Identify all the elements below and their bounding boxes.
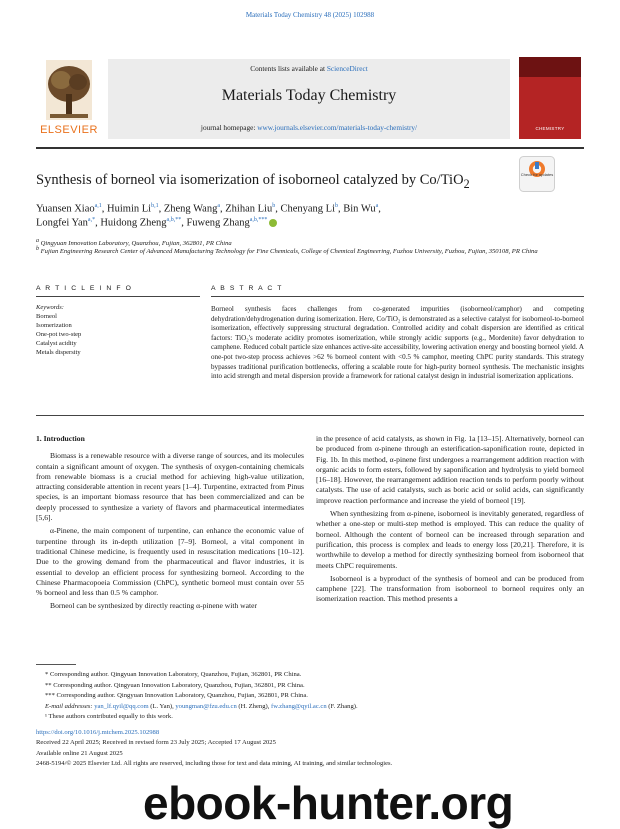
publication-info bbox=[36, 728, 584, 770]
affil-marker: b bbox=[36, 246, 39, 252]
contents-prefix: Contents lists available at bbox=[250, 64, 327, 73]
author-name[interactable]: Huimin Li bbox=[107, 203, 152, 215]
article-info-heading: A R T I C L E I N F O bbox=[36, 285, 133, 292]
author-name[interactable]: Zhihan Liu bbox=[225, 203, 273, 215]
body-paragraph: Isoborneol is a byproduct of the synthesis of borneol and can be produced from camphene [22]. The transformation from isoborneol to borneol requires only an isomerization reaction. This method presents a bbox=[316, 573, 584, 604]
body-paragraph: α-Pinene, the main component of turpentine, can enhance the economic value of turpentine through its in-depth utilization [7–9]. Borneol, a vital component in traditional Chinese medicine, is frequently used in resuscitation medications [10–12]. Due to the growing demand from the pharmaceutical and flavor industries, it is essential to develop an efficient process for synthesizing borneol. According to the Chinese Pharmacopoeia Commission (ChPC), synthetic borneol must contain over 55 % borneol and less than 0.5 % camphor. bbox=[36, 526, 304, 598]
footnote-equal-contribution: ¹ These authors contributed equally to this work. bbox=[45, 713, 173, 721]
email-link[interactable]: fw.zhang@qyil.ac.cn bbox=[271, 702, 327, 710]
abstract-text: Borneol synthesis faces challenges from co-generated impurities (isobornеol/camphor) and competing dehydration/dehydrogenation during isomerization. Here, Co/TiO₂ is demonstrated as a selective catalyst for isoborneol-to-borneol isomerization, effectively suppressing structural degradation. Controlled acidity and cobalt dispersion are identified as critical factors: TiO₂'s moderate acidity promotes isomerization, while strongly acidic supports (e.g., Mordenite) favor dehydration to camphene. Reduced cobalt particle size enhances active-site accessibility, lowering activation energy and boosting borneol yield. A one-pot two-step process achieves >62 % borneol content with <0.5 % camphor, meeting ChPC purity standards. This strategy bypasses traditional purification bottlenecks, offering a scalable route for high-purity borneol synthesis. The mechanistic insights into acid strength and metal dispersion provide a framework for rational catalyst design in industrial isomerization applications. bbox=[211, 305, 584, 381]
author-separator: , bbox=[275, 203, 281, 215]
watermark: ebook-hunter.org bbox=[143, 777, 514, 829]
author-name[interactable]: Bin Wu bbox=[343, 203, 376, 215]
body-paragraph: Biomass is a renewable resource with a diverse range of sources, and its molecules contain a significant amount of oxygen. The synthesis of oxygen-containing chemicals from renewable biomass is a crucial method for achieving high-value utilization, attracting considerable attention in recent years [1–4]. Turpentine, extracted from Pinus species, is an important biomass resource that has been commercialized and can be deeply processed to synthesize a variety of flavors and pharmaceutical intermediates [5,6]. bbox=[36, 451, 304, 523]
keyword-item: Borneol bbox=[36, 313, 57, 320]
available-online: Available online 21 August 2025 bbox=[36, 749, 123, 757]
journal-cover-thumbnail[interactable] bbox=[519, 57, 581, 139]
author-affil-sup[interactable]: a bbox=[375, 203, 379, 209]
author-name[interactable]: Fuwеng Zhang bbox=[186, 217, 250, 229]
author-affil-sup[interactable]: a,* bbox=[87, 217, 96, 223]
author-separator: , bbox=[181, 217, 187, 229]
homepage-line bbox=[108, 123, 510, 132]
journal-reference[interactable]: Materials Today Chemistry 48 (2025) 102988 bbox=[245, 11, 375, 19]
affiliation-text: Qingyuan Innovation Laboratory, Quanzhou, Fujian, 362801, PR China bbox=[40, 240, 232, 248]
author-separator: , bbox=[220, 203, 226, 215]
header-divider bbox=[36, 147, 584, 149]
author-affil-sup[interactable]: b bbox=[335, 203, 338, 209]
keyword-item: Metals dispersity bbox=[36, 349, 81, 356]
doi-link[interactable]: https://doi.org/10.1016/j.mtchem.2025.102988 bbox=[36, 729, 160, 736]
email-owner: (H. Zheng), bbox=[236, 702, 271, 710]
title-text: Synthesis of borneol via isomerization of isoborneol catalyzed by Co/TiO bbox=[36, 172, 464, 188]
body-paragraph: in the presence of acid catalysts, as shown in Fig. 1a [13–15]. Alternatively, borneol can be produced from α-pinene through an esterification-saponification route, depicted in Fig. 1b. In this method, α-pinene first undergoes a rearrangement addition reaction with organic acids to form esters, followed by saponification and hydrolysis to yield borneol [16–18]. However, the rearrangement addition reaction tends to perform poorly without catalysts. The use of acid catalysts, such as boric acid or solid acids, can significantly improve reaction performance and increase the yield of borneol [19]. bbox=[316, 434, 584, 505]
keywords-label: Keywords: bbox=[36, 304, 64, 311]
abstract-divider bbox=[211, 296, 584, 297]
author-affil-sup[interactable]: b bbox=[272, 203, 276, 209]
author-affil-sup[interactable]: a,b,** bbox=[166, 217, 182, 223]
email-addresses bbox=[36, 702, 584, 713]
body-column-right bbox=[316, 434, 584, 605]
footnote-corresponding: * Corresponding author. Qingyuan Innovation Laboratory, Quanzhou, Fujian, 362801, PR China. bbox=[45, 671, 302, 678]
affil-marker: a bbox=[36, 238, 39, 244]
elsevier-wordmark: ELSEVIER bbox=[40, 124, 98, 136]
email-link[interactable]: yan_lf.qyil@qq.com bbox=[94, 702, 149, 710]
journal-name: Materials Today Chemistry bbox=[221, 87, 397, 104]
email-owner: (L. Yan), bbox=[148, 702, 176, 710]
author-affil-sup[interactable]: a bbox=[217, 203, 221, 209]
email-label: E-mail addresses: bbox=[45, 702, 95, 710]
keyword-item: Catalyst acidity bbox=[36, 340, 77, 347]
article-info-divider bbox=[36, 296, 200, 297]
author-affil-sup[interactable]: a,1 bbox=[94, 203, 102, 209]
email-link[interactable]: youngman@fzu.edu.cn bbox=[175, 702, 237, 710]
sciencedirect-link[interactable]: ScienceDirect bbox=[326, 64, 368, 73]
section-heading-introduction: 1. Introduction bbox=[36, 434, 85, 443]
keywords-block bbox=[36, 303, 200, 357]
author-separator: , bbox=[101, 203, 108, 215]
author-separator: , bbox=[378, 203, 381, 215]
title-subscript: 2 bbox=[463, 176, 470, 191]
body-paragraph: Borneol can be synthesized by directly reacting α-pinene with water bbox=[50, 601, 258, 611]
copyright-notice: 2468-5194/© 2025 Elsevier Ltd. All rights are reserved, including those for text and data mining, AI training, and similar technologies. bbox=[36, 760, 393, 768]
affiliation-text: Fujian Engineering Research Center of Advanced Manufacturing Technology for Fine Chemicals, College of Chemical Engineering, Fuzhou University, Fuzhou, Fujian, 350108, PR China bbox=[40, 248, 538, 256]
body-column-left bbox=[36, 434, 304, 612]
footnote-divider bbox=[36, 664, 76, 665]
author-name[interactable]: Zheng Wang bbox=[163, 203, 218, 215]
article-title bbox=[36, 171, 506, 193]
author-name[interactable]: Yuansen Xiao bbox=[36, 203, 95, 215]
author-separator: , bbox=[338, 203, 344, 215]
cover-label: CHEMISTRY bbox=[535, 126, 565, 131]
author-separator: , bbox=[95, 217, 101, 229]
author-name[interactable]: Longfei Yan bbox=[36, 217, 88, 229]
homepage-link[interactable]: www.journals.elsevier.com/materials-today-chemistry/ bbox=[257, 123, 418, 132]
author-name[interactable]: Chenyang Li bbox=[280, 203, 335, 215]
abstract-heading: A B S T R A C T bbox=[211, 285, 283, 292]
received-dates: Received 22 April 2025; Received in revised form 23 July 2025; Accepted 17 August 2025 bbox=[36, 739, 276, 747]
body-paragraph: When synthesizing from α-pinene, isoborneol is inevitably generated, regardless of whether a one-step or multi-step method is employed. This can reduce the quality of borneol. Although the content of borneol can be increased through separation and purification, this process is complex and leads to energy loss [20,21]. Therefore, it is worthwhile to develop a method for directly synthesizing borneol from isoborneol that meets ChPC requirements. bbox=[316, 509, 584, 570]
email-owner: (F. Zhang). bbox=[326, 702, 358, 710]
contents-line bbox=[108, 64, 510, 73]
author-separator: , bbox=[158, 203, 164, 215]
author-name[interactable]: Huidong Zheng bbox=[100, 217, 167, 229]
footnote-corresponding: *** Corresponding author. Qingyuan Innovation Laboratory, Quanzhou, Fujian, 362801, PR China. bbox=[45, 692, 308, 700]
author-affil-sup[interactable]: b,1 bbox=[151, 203, 159, 209]
keyword-item: One-pot two-step bbox=[36, 331, 82, 338]
affiliation-b bbox=[36, 245, 584, 256]
orcid-icon[interactable] bbox=[269, 219, 277, 227]
homepage-prefix: journal homepage: bbox=[200, 123, 258, 132]
author-affil-sup[interactable]: a,b,*** bbox=[249, 217, 268, 223]
keyword-item: Isomerization bbox=[36, 322, 72, 329]
cover-banner bbox=[519, 57, 581, 77]
body-divider bbox=[36, 415, 584, 416]
footnotes bbox=[36, 670, 584, 723]
check-for-updates-label: Check for updates bbox=[520, 172, 554, 177]
author-list-line-2 bbox=[36, 213, 584, 231]
footnote-corresponding: ** Corresponding author. Qingyuan Innovation Laboratory, Quanzhou, Fujian, 362801, PR China. bbox=[45, 681, 305, 689]
